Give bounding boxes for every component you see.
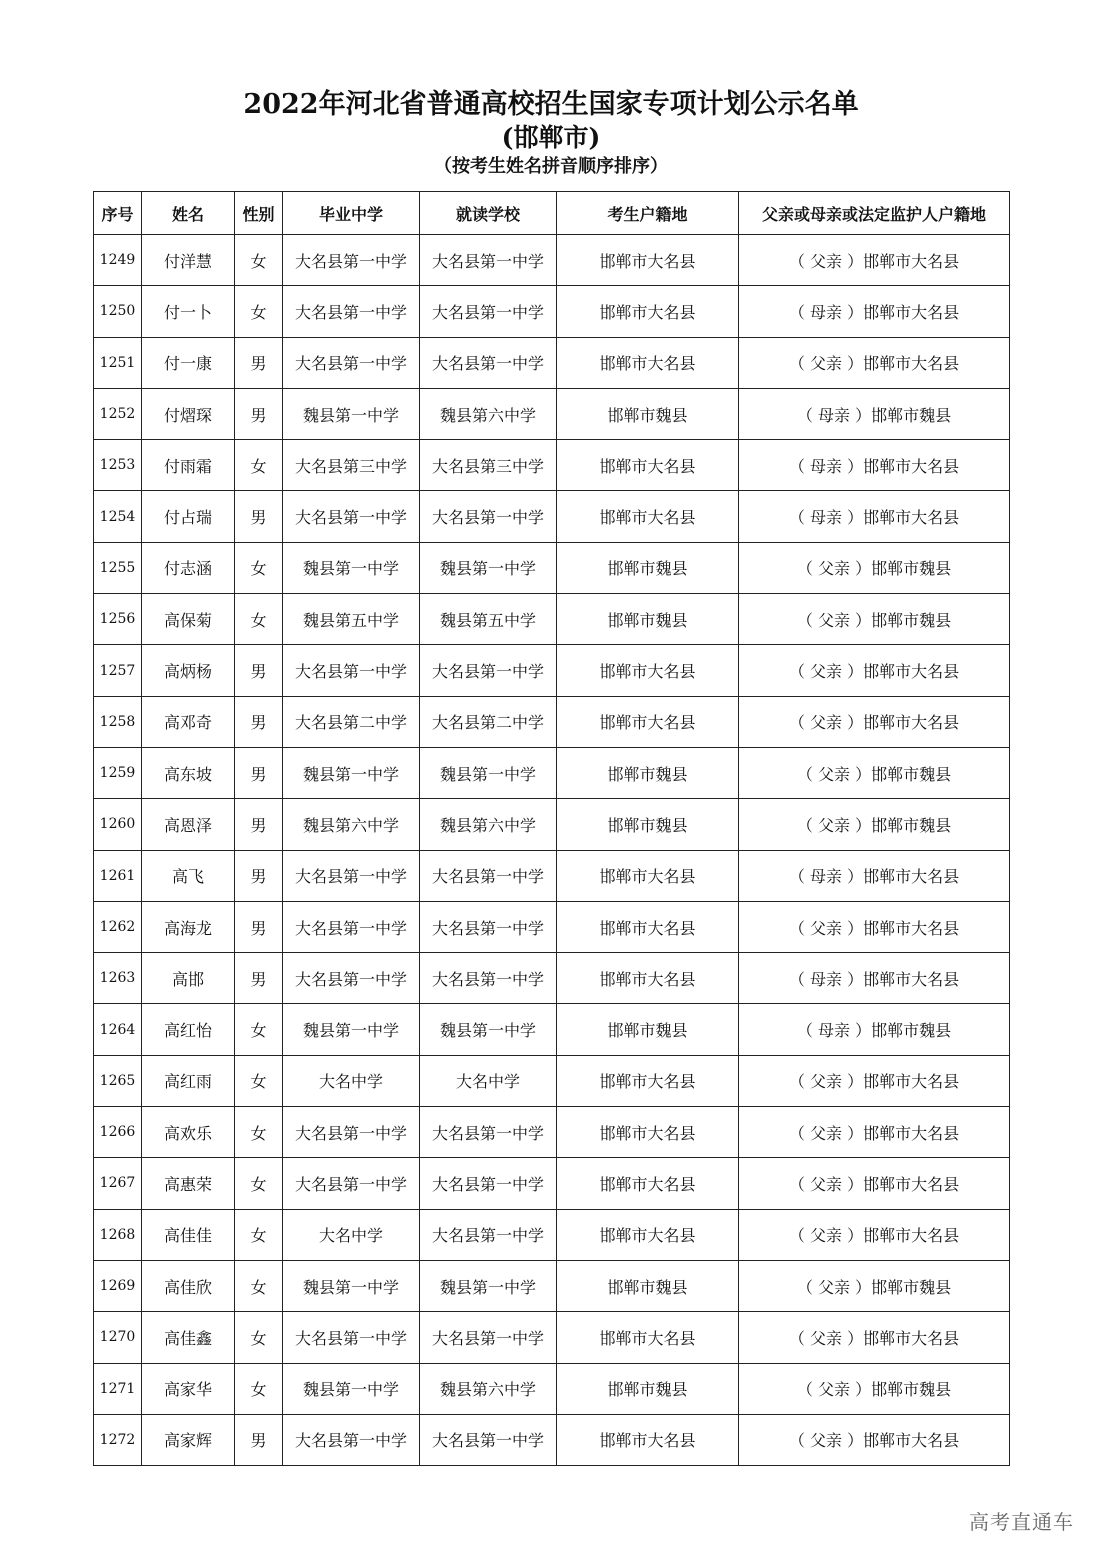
cell-household: 邯郸市大名县 [557,491,739,542]
guardian-relation: （ 父亲 ） [788,251,864,271]
cell-study-school: 大名县第一中学 [420,491,557,542]
cell-grad-school: 魏县第五中学 [283,594,420,645]
header-gender: 性别 [235,192,283,235]
cell-household: 邯郸市魏县 [557,388,739,439]
cell-seq: 1256 [94,594,142,645]
guardian-relation: （ 父亲 ） [788,918,864,938]
cell-name: 付熠琛 [142,388,235,439]
cell-guardian-household [739,337,1010,388]
cell-household: 邯郸市魏县 [557,799,739,850]
guardian-relation: （ 父亲 ） [796,764,872,784]
table-row [94,747,1010,798]
guardian-place: 邯郸市魏县 [871,405,952,425]
header-row [94,192,1010,235]
header-grad-school: 毕业中学 [283,192,420,235]
cell-name: 高佳欣 [142,1260,235,1311]
cell-seq: 1253 [94,440,142,491]
table-row [94,542,1010,593]
cell-name: 付占瑞 [142,491,235,542]
guardian-place: 邯郸市大名县 [863,713,960,733]
cell-seq: 1251 [94,337,142,388]
cell-guardian-household [739,645,1010,696]
cell-study-school: 大名县第一中学 [420,1414,557,1465]
cell-grad-school: 大名县第一中学 [283,1312,420,1363]
cell-name: 付志涵 [142,542,235,593]
cell-name: 高炳杨 [142,645,235,696]
table-row [94,1004,1010,1055]
table-body [94,235,1010,1466]
cell-seq: 1260 [94,799,142,850]
cell-seq: 1258 [94,696,142,747]
cell-household: 邯郸市魏县 [557,594,739,645]
cell-grad-school: 魏县第一中学 [283,747,420,798]
guardian-relation: （ 父亲 ） [788,1226,864,1246]
cell-study-school: 大名县第一中学 [420,1209,557,1260]
table-row [94,799,1010,850]
guardian-relation: （ 母亲 ） [788,969,864,989]
guardian-relation: （ 父亲 ） [796,610,872,630]
cell-study-school: 大名县第一中学 [420,1107,557,1158]
cell-study-school: 大名县第一中学 [420,901,557,952]
cell-grad-school: 大名县第一中学 [283,901,420,952]
cell-guardian-household [739,1414,1010,1465]
cell-study-school: 大名县第一中学 [420,1312,557,1363]
cell-grad-school: 大名县第一中学 [283,850,420,901]
cell-household: 邯郸市大名县 [557,1107,739,1158]
guardian-relation: （ 父亲 ） [788,662,864,682]
cell-seq: 1265 [94,1055,142,1106]
cell-name: 付洋慧 [142,235,235,286]
cell-gender: 男 [235,953,283,1004]
cell-seq: 1259 [94,747,142,798]
cell-name: 付一康 [142,337,235,388]
cell-seq: 1250 [94,286,142,337]
guardian-relation: （ 母亲 ） [796,1021,872,1041]
guardian-place: 邯郸市魏县 [871,559,952,579]
cell-gender: 女 [235,1363,283,1414]
cell-guardian-household [739,1055,1010,1106]
cell-study-school: 魏县第六中学 [420,799,557,850]
guardian-relation: （ 父亲 ） [788,354,864,374]
cell-grad-school: 大名县第一中学 [283,337,420,388]
table-row [94,1363,1010,1414]
guardian-relation: （ 母亲 ） [788,302,864,322]
table-row [94,901,1010,952]
cell-name: 高保菊 [142,594,235,645]
table-row [94,286,1010,337]
cell-gender: 女 [235,1312,283,1363]
guardian-relation: （ 父亲 ） [796,1277,872,1297]
table-row [94,388,1010,439]
cell-guardian-household [739,388,1010,439]
guardian-place: 邯郸市大名县 [863,969,960,989]
guardian-place: 邯郸市大名县 [863,1226,960,1246]
cell-name: 付雨霜 [142,440,235,491]
cell-seq: 1257 [94,645,142,696]
cell-name: 高东坡 [142,747,235,798]
cell-grad-school: 魏县第六中学 [283,799,420,850]
cell-study-school: 魏县第六中学 [420,388,557,439]
cell-gender: 女 [235,594,283,645]
guardian-place: 邯郸市魏县 [871,1380,952,1400]
table-row [94,1312,1010,1363]
cell-guardian-household [739,1004,1010,1055]
cell-guardian-household [739,235,1010,286]
cell-guardian-household [739,491,1010,542]
cell-study-school: 大名县第一中学 [420,645,557,696]
cell-seq: 1262 [94,901,142,952]
cell-gender: 女 [235,1260,283,1311]
guardian-place: 邯郸市大名县 [863,1072,960,1092]
cell-grad-school: 大名县第一中学 [283,1158,420,1209]
cell-gender: 男 [235,645,283,696]
cell-gender: 女 [235,235,283,286]
cell-guardian-household [739,1209,1010,1260]
header-household: 考生户籍地 [557,192,739,235]
cell-gender: 女 [235,1158,283,1209]
guardian-place: 邯郸市大名县 [863,1174,960,1194]
cell-seq: 1255 [94,542,142,593]
cell-grad-school: 大名县第一中学 [283,953,420,1004]
cell-household: 邯郸市大名县 [557,1209,739,1260]
cell-name: 高佳鑫 [142,1312,235,1363]
cell-household: 邯郸市大名县 [557,696,739,747]
cell-household: 邯郸市大名县 [557,953,739,1004]
guardian-relation: （ 父亲 ） [788,1174,864,1194]
cell-guardian-household [739,1312,1010,1363]
cell-gender: 男 [235,388,283,439]
cell-gender: 男 [235,747,283,798]
cell-name: 高飞 [142,850,235,901]
guardian-relation: （ 父亲 ） [796,1380,872,1400]
cell-name: 高邓奇 [142,696,235,747]
cell-gender: 女 [235,440,283,491]
cell-household: 邯郸市大名县 [557,1312,739,1363]
cell-gender: 女 [235,542,283,593]
table-row [94,491,1010,542]
cell-seq: 1252 [94,388,142,439]
cell-study-school: 大名中学 [420,1055,557,1106]
cell-name: 高红雨 [142,1055,235,1106]
guardian-place: 邯郸市大名县 [863,1123,960,1143]
guardian-place: 邯郸市大名县 [863,251,960,271]
guardian-place: 邯郸市大名县 [863,867,960,887]
cell-guardian-household [739,286,1010,337]
cell-name: 高欢乐 [142,1107,235,1158]
cell-gender: 女 [235,1055,283,1106]
table-row [94,850,1010,901]
table-row [94,1414,1010,1465]
cell-guardian-household [739,440,1010,491]
table-row [94,1209,1010,1260]
cell-grad-school: 大名县第一中学 [283,1414,420,1465]
cell-guardian-household [739,747,1010,798]
cell-gender: 男 [235,850,283,901]
guardian-place: 邯郸市大名县 [863,354,960,374]
cell-seq: 1271 [94,1363,142,1414]
header-study-school: 就读学校 [420,192,557,235]
cell-gender: 男 [235,337,283,388]
cell-name: 高海龙 [142,901,235,952]
cell-grad-school: 魏县第一中学 [283,1004,420,1055]
cell-guardian-household [739,696,1010,747]
cell-grad-school: 魏县第一中学 [283,388,420,439]
guardian-place: 邯郸市大名县 [863,1431,960,1451]
cell-guardian-household [739,1158,1010,1209]
cell-grad-school: 大名县第一中学 [283,645,420,696]
guardian-relation: （ 父亲 ） [788,713,864,733]
cell-grad-school: 大名县第三中学 [283,440,420,491]
cell-guardian-household [739,850,1010,901]
cell-household: 邯郸市大名县 [557,850,739,901]
guardian-relation: （ 母亲 ） [788,456,864,476]
table-row [94,594,1010,645]
guardian-place: 邯郸市魏县 [871,1021,952,1041]
guardian-relation: （ 父亲 ） [788,1328,864,1348]
cell-household: 邯郸市大名县 [557,1414,739,1465]
cell-household: 邯郸市大名县 [557,286,739,337]
cell-name: 高家华 [142,1363,235,1414]
cell-grad-school: 大名县第一中学 [283,491,420,542]
cell-name: 高惠荣 [142,1158,235,1209]
guardian-relation: （ 父亲 ） [788,1072,864,1092]
guardian-place: 邯郸市大名县 [863,662,960,682]
guardian-place: 邯郸市魏县 [871,764,952,784]
cell-gender: 男 [235,799,283,850]
cell-study-school: 大名县第一中学 [420,953,557,1004]
cell-household: 邯郸市魏县 [557,747,739,798]
table-row [94,953,1010,1004]
guardian-relation: （ 父亲 ） [796,559,872,579]
cell-name: 高家辉 [142,1414,235,1465]
guardian-place: 邯郸市大名县 [863,918,960,938]
guardian-relation: （ 父亲 ） [796,815,872,835]
table-row [94,696,1010,747]
cell-guardian-household [739,542,1010,593]
cell-study-school: 大名县第一中学 [420,1158,557,1209]
cell-study-school: 魏县第一中学 [420,1260,557,1311]
cell-household: 邯郸市大名县 [557,645,739,696]
cell-study-school: 魏县第一中学 [420,542,557,593]
cell-guardian-household [739,594,1010,645]
cell-gender: 男 [235,901,283,952]
cell-guardian-household [739,901,1010,952]
cell-study-school: 大名县第三中学 [420,440,557,491]
guardian-place: 邯郸市魏县 [871,610,952,630]
cell-seq: 1270 [94,1312,142,1363]
cell-grad-school: 大名县第二中学 [283,696,420,747]
cell-seq: 1272 [94,1414,142,1465]
cell-name: 高红怡 [142,1004,235,1055]
cell-study-school: 大名县第二中学 [420,696,557,747]
watermark: 高考直通车 [969,1510,1074,1534]
cell-grad-school: 魏县第一中学 [283,542,420,593]
guardian-place: 邯郸市大名县 [863,456,960,476]
guardian-relation: （ 母亲 ） [788,867,864,887]
cell-household: 邯郸市大名县 [557,901,739,952]
guardian-place: 邯郸市大名县 [863,508,960,528]
cell-study-school: 大名县第一中学 [420,235,557,286]
cell-gender: 女 [235,1107,283,1158]
cell-seq: 1266 [94,1107,142,1158]
cell-study-school: 魏县第一中学 [420,747,557,798]
guardian-place: 邯郸市大名县 [863,1328,960,1348]
cell-household: 邯郸市大名县 [557,1158,739,1209]
cell-name: 高佳佳 [142,1209,235,1260]
cell-study-school: 魏县第六中学 [420,1363,557,1414]
guardian-relation: （ 父亲 ） [788,1431,864,1451]
cell-household: 邯郸市魏县 [557,542,739,593]
cell-household: 邯郸市大名县 [557,440,739,491]
cell-study-school: 魏县第一中学 [420,1004,557,1055]
header-guardian-household: 父亲或母亲或法定监护人户籍地 [739,192,1010,235]
cell-guardian-household [739,1260,1010,1311]
cell-name: 高邯 [142,953,235,1004]
page-subtitle: (邯郸市) [501,123,601,152]
cell-grad-school: 大名中学 [283,1055,420,1106]
cell-household: 邯郸市大名县 [557,235,739,286]
header-seq: 序号 [94,192,142,235]
cell-study-school: 大名县第一中学 [420,850,557,901]
guardian-place: 邯郸市魏县 [871,815,952,835]
cell-study-school: 魏县第五中学 [420,594,557,645]
cell-gender: 女 [235,1209,283,1260]
cell-name: 高恩泽 [142,799,235,850]
table-row [94,1055,1010,1106]
table-row [94,440,1010,491]
table-header [94,192,1010,235]
guardian-relation: （ 母亲 ） [788,508,864,528]
cell-guardian-household [739,1363,1010,1414]
cell-seq: 1269 [94,1260,142,1311]
header-name: 姓名 [142,192,235,235]
cell-gender: 女 [235,286,283,337]
cell-grad-school: 大名县第一中学 [283,235,420,286]
table-row [94,337,1010,388]
table-row [94,1107,1010,1158]
cell-gender: 男 [235,696,283,747]
cell-seq: 1254 [94,491,142,542]
table-row [94,235,1010,286]
table-row [94,1260,1010,1311]
cell-study-school: 大名县第一中学 [420,286,557,337]
guardian-place: 邯郸市大名县 [863,302,960,322]
cell-gender: 男 [235,491,283,542]
cell-seq: 1264 [94,1004,142,1055]
cell-gender: 女 [235,1004,283,1055]
cell-grad-school: 大名县第一中学 [283,1107,420,1158]
cell-seq: 1263 [94,953,142,1004]
guardian-relation: （ 母亲 ） [796,405,872,425]
cell-household: 邯郸市魏县 [557,1260,739,1311]
cell-grad-school: 大名县第一中学 [283,286,420,337]
cell-seq: 1268 [94,1209,142,1260]
cell-grad-school: 魏县第一中学 [283,1260,420,1311]
table-row [94,1158,1010,1209]
cell-gender: 男 [235,1414,283,1465]
cell-grad-school: 大名中学 [283,1209,420,1260]
cell-guardian-household [739,953,1010,1004]
cell-grad-school: 魏县第一中学 [283,1363,420,1414]
cell-household: 邯郸市魏县 [557,1363,739,1414]
page-title: 2022年河北省普通高校招生国家专项计划公示名单 [243,89,859,120]
cell-name: 付一卜 [142,286,235,337]
cell-guardian-household [739,799,1010,850]
cell-seq: 1249 [94,235,142,286]
guardian-place: 邯郸市魏县 [871,1277,952,1297]
cell-seq: 1261 [94,850,142,901]
sort-note: （按考生姓名拼音顺序排序） [434,156,668,177]
guardian-relation: （ 父亲 ） [788,1123,864,1143]
roster-table [93,191,1010,1466]
cell-household: 邯郸市魏县 [557,1004,739,1055]
cell-guardian-household [739,1107,1010,1158]
cell-household: 邯郸市大名县 [557,337,739,388]
table-row [94,645,1010,696]
cell-seq: 1267 [94,1158,142,1209]
cell-study-school: 大名县第一中学 [420,337,557,388]
cell-household: 邯郸市大名县 [557,1055,739,1106]
